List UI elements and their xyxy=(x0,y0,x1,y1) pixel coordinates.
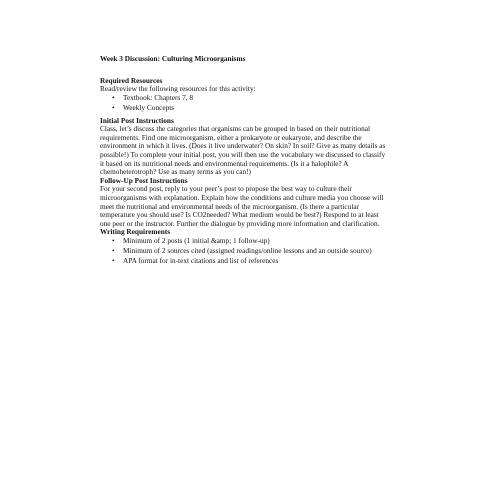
bullet-icon: • xyxy=(112,246,115,256)
list-item xyxy=(112,247,400,256)
text-line: microorganisms with explanation. Explain how the conditions and culture media you choose will xyxy=(100,192,384,202)
follow-up-heading: Follow-Up Post Instructions xyxy=(100,175,188,185)
list-item xyxy=(112,104,400,113)
text-line: chemoheterotroph? Use as many terms as you can!) xyxy=(100,167,251,177)
required-resources-list xyxy=(100,94,400,113)
text-line: environment in which it lives. (Does it live underwater? On skin? In soil? Give as many details as xyxy=(100,141,386,151)
bullet-icon: • xyxy=(112,92,115,102)
text-line: one peer or the instructor. Further the dialogue by providing more information and clarification. xyxy=(100,218,380,228)
list-item-text: Textbook: Chapters 7, 8 xyxy=(123,92,194,102)
list-item-text: APA format for in-text citations and list of references xyxy=(123,256,279,266)
required-resources-heading: Required Resources xyxy=(100,75,163,85)
list-item-text: Minimum of 2 sources cited (assigned readings/online lessons and an outside source) xyxy=(123,246,372,256)
bullet-icon: • xyxy=(112,102,115,112)
writing-requirements-heading: Writing Requirements xyxy=(100,227,171,237)
bullet-icon: • xyxy=(112,256,115,266)
text-line: Class, let’s discuss the categories that organisms can be grouped in based on their nutritional xyxy=(100,124,370,134)
text-line: it based on its nutritional needs and environmental requirements. (Is it a halophile? A xyxy=(100,158,349,168)
list-item xyxy=(112,237,400,246)
required-resources-intro: Read/review the following resources for this activity: xyxy=(100,84,256,94)
text-line: For your second post, reply to your peer’s post to propose the best way to culture their xyxy=(100,184,352,194)
text-line: requirements. Find one microorganism, either a prokaryote or eukaryote, and describe the xyxy=(100,132,362,142)
list-item xyxy=(112,257,400,266)
document-page xyxy=(100,55,400,267)
list-item xyxy=(112,94,400,103)
text-line: possible!) To complete your initial post, you will then use the vocabulary we discussed to classify xyxy=(100,149,386,159)
text-line: meet the nutritional and environmental needs of the microorganism. (Is there a particular xyxy=(100,201,360,211)
writing-requirements-list xyxy=(100,237,400,266)
bullet-icon: • xyxy=(112,235,115,245)
list-item-text: Weekly Concepts xyxy=(123,102,175,112)
follow-up-text xyxy=(100,185,400,228)
initial-post-text xyxy=(100,125,400,177)
text-line: temperature you should use? Is CO2needed? What medium would be best?) Respond to at least xyxy=(100,210,379,220)
list-item-text: Minimum of 2 posts (1 initial &amp; 1 follow-up) xyxy=(123,235,270,245)
initial-post-heading: Initial Post Instructions xyxy=(100,115,174,125)
document-title: Week 3 Discussion: Culturing Microorganisms xyxy=(100,54,246,63)
